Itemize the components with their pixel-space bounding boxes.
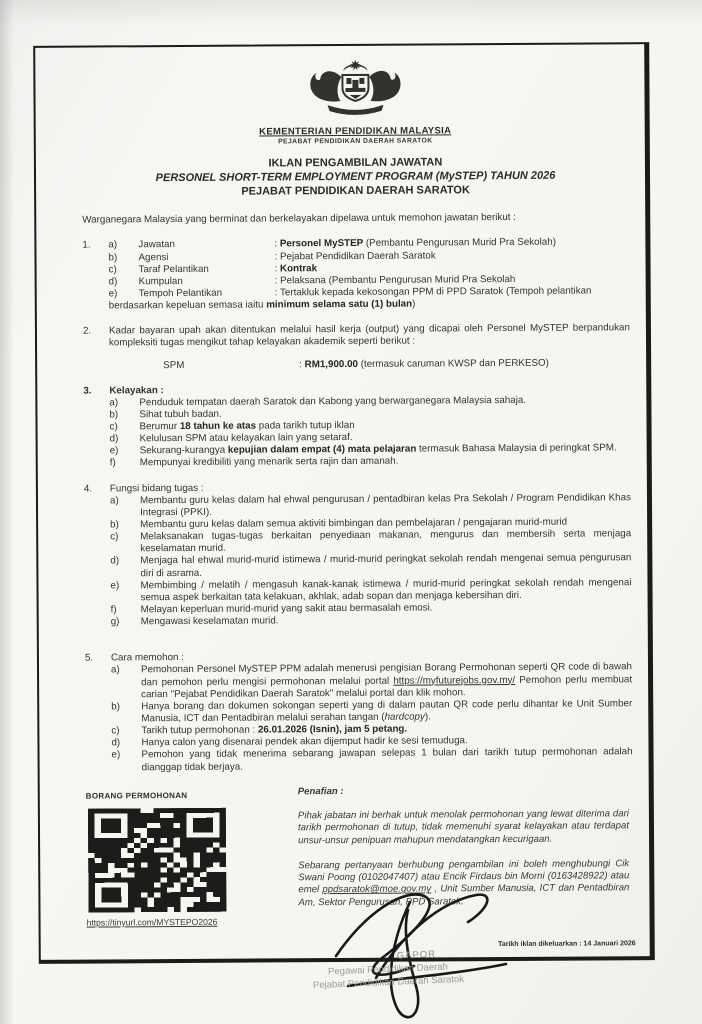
spm-salary-row <box>163 357 630 372</box>
kelayakan-heading: Kelayakan : <box>109 384 164 397</box>
list-item: b) Hanya borang dan dokumen sokongan seperti yang di dalam pautan QR code perlu dihantar ke Unit Sumber Manusia, ICT dan Pentadbiran melalui serahan tangan (hardcopy). <box>111 698 633 725</box>
section-cara-memohon <box>85 650 633 775</box>
item-number: 4. <box>83 483 93 495</box>
row-tempoh-continuation <box>83 297 630 312</box>
qr-link[interactable]: https://tinyurl.com/MYSTEPO2026 <box>86 916 218 928</box>
document-header <box>81 57 629 200</box>
spm-label: SPM <box>163 359 185 371</box>
list-item: a) Pemohonan Personel MySTEP PPM adalah menerusi pengisian Borang Permohonan seperti QR code di bawah dan pemohon perlu mengisi permohonan melalui portal https://myfuturejobs.gov.my/ Pemohon perlu membuat carian "Pejabat Pendidikan Daerah Saratok" melalui portal dan klik mohon. <box>110 661 633 700</box>
ministry-name: KEMENTERIAN PENDIDIKAN MALAYSIA <box>259 125 452 138</box>
form-label: BORANG PERMOHONAN <box>85 790 188 801</box>
item-letter: e) <box>108 288 118 300</box>
list-item: a) Penduduk tempatan daerah Saratok dan Kabong yang berwarganegara Malaysia sahaja. <box>109 394 527 409</box>
application-form-column <box>86 786 299 927</box>
section-kadar-bayaran <box>83 322 630 372</box>
closing-date: 26.01.2026 (Isnin), jam 5 petang. <box>257 723 408 736</box>
list-item: e) Pemohon yang tidak menerima sebarang jawapan selepas 1 bulan dari tarikh tutup permohonan adalah dianggap tidak berjaya. <box>111 746 633 773</box>
item-letter: d) <box>108 276 118 288</box>
list-item: f) Mempunyai kredibiliti yang menarik serta rajin dan amanah. <box>109 456 399 469</box>
field-label: Taraf Pelantikan <box>138 263 209 275</box>
intro-paragraph: Warganegara Malaysia yang berminat dan berkelayakan dipelawa untuk memohon jawatan berikut : <box>82 212 516 226</box>
department-name: PEJABAT PENDIDIKAN DAERAH SARATOK <box>278 137 433 146</box>
disclaimer-heading: Penafian : <box>297 785 344 798</box>
spm-salary-value: : RM1,900.00 (termasuk caruman KWSP dan PERKESO) <box>299 357 549 370</box>
field-value: : Tertakluk kepada kekosongan PPM di PPD Saratok (Tempoh pelantikan <box>274 285 592 299</box>
myfuturejobs-link[interactable]: https://myfuturejobs.gov.my/ <box>393 674 516 687</box>
field-value: : Kontrak <box>274 262 318 275</box>
item-letter: c) <box>108 264 117 276</box>
section-jawatan <box>82 237 629 313</box>
list-item: e) Sekurang-kurangya kepujian dalam empat (4) mata pelajaran termasuk Bahasa Malaysia di peringkat SPM. <box>109 442 617 457</box>
title-line-1: IKLAN PENGAMBILAN JAWATAN <box>268 156 443 170</box>
list-item: b) Sihat tubuh badan. <box>109 408 222 421</box>
section-fungsi-tugas <box>84 480 632 629</box>
field-label: Tempoh Pelantikan <box>138 287 223 300</box>
list-item: c) Tarikh tutup permohonan : 26.01.2026 (Isnin), jam 5 petang. <box>111 723 408 737</box>
qr-code[interactable] <box>88 807 227 912</box>
signatory-name: GAPOR <box>396 948 437 962</box>
item-number: 1. <box>82 239 91 251</box>
list-item: d) Kelulusan SPM atau kelayakan lain yang setaraf. <box>109 432 353 445</box>
item-number: 5. <box>84 652 94 664</box>
bottom-section <box>86 784 634 927</box>
field-value: : Pelaksana (Pembantu Pengurusan Murid Pra Sekolah <box>274 273 516 287</box>
cara-memohon-heading: Cara memohon : <box>110 652 184 664</box>
document-border-frame <box>33 42 655 964</box>
title-line-2: PERSONEL SHORT-TERM EMPLOYMENT PROGRAM (MySTEP) TAHUN 2026 <box>155 169 556 185</box>
field-label: Kumpulan <box>138 275 183 288</box>
email-link[interactable]: ppdsaratok@moe.gov.my <box>322 883 432 896</box>
kadar-bayaran-text: Kadar bayaran upah akan ditentukan melalui hasil kerja (output) yang dicapai oleh Personel MySTEP berpandukan kompleksiti tugas mengikut tahap kelayakan akademik seperti berikut : <box>108 322 630 349</box>
disclaimer-paragraph-1: Pihak jabatan ini berhak untuk menolak permohonan yang lewat diterima dari tarikh permohonan di tutup, tidak memenuhi syarat kelayakan atau terdapat unsur-unsur penipuan mahupun mendatangkan kecurigaan. <box>297 808 630 846</box>
list-item: c) Berumur 18 tahun ke atas pada tarikh tutup iklan <box>109 419 355 433</box>
continuation-text: berdasarkan kepeluan semasa iaitu minimum selama satu (1) bulan) <box>108 298 416 312</box>
list-item: b) Membantu guru kelas dalam semua aktiviti bimbingan dan pembelajaran / pengajaran murid-murid <box>110 516 568 531</box>
item-letter: b) <box>108 251 118 263</box>
field-value: : Personel MySTEP (Pembantu Pengurusan Murid Pra Sekolah) <box>274 237 556 250</box>
list-item: c) Melaksanakan tugas-tugas berkaitan penyediaan makanan, mengurus dan membersih serta menjaga keselamatan murid. <box>110 528 632 555</box>
section-kelayakan <box>83 382 631 470</box>
fungsi-heading: Fungsi bidang tugas : <box>109 482 204 495</box>
signatory-office: Pejabat Pendidikan Daerah Saratok <box>312 973 465 991</box>
item-letter: a) <box>108 239 118 251</box>
document-title <box>82 154 629 200</box>
field-label: Agensi <box>138 251 169 263</box>
list-item: d) Hanya calon yang disenarai pendek akan dijemput hadir ke sesi temuduga. <box>111 735 468 749</box>
list-item: a) Membantu guru kelas dalam hal ehwal pengurusan / pentadbiran kelas Pra Sekolah / Program Pendidikan Khas Integrasi (PPKI). <box>109 492 632 519</box>
malaysia-coat-of-arms-icon <box>303 59 407 124</box>
disclaimer-paragraph-2: Sebarang pertanyaan berhubung pengambilan ini boleh menghubungi Cik Swani Poong (0102047407) atau Encik Firdaus bin Morni (0163428922) atau emel ppdsaratok@moe.gov.my , Unit Sumber Manusia, ICT dan Pentadbiran Am, Sektor Pengurusan, PPD Saratok. <box>298 858 630 908</box>
disclaimer-column <box>298 784 634 926</box>
list-item: f) Melayan keperluan murid-murid yang sakit atau bermasalah emosi. <box>110 602 433 616</box>
item-number: 2. <box>82 325 92 337</box>
list-item: e) Membimbing / melatih / mengasuh kanak-kanak istimewa / murid-murid peringkat sekolah rendah mengenai semua aspek berkaitan tata kelakuan, akhlak, adab sopan dan menjaga kebersihan diri. <box>110 576 632 604</box>
field-value: : Pejabat Pendidikan Daerah Saratok <box>274 249 436 262</box>
field-label: Jawatan <box>138 239 175 251</box>
title-line-3: PEJABAT PENDIDIKAN DAERAH SARATOK <box>241 184 470 198</box>
issue-date: Tarikh iklan dikeluarkan : 14 Januari 2026 <box>498 940 636 949</box>
signatory-title: Pegawai Pendidikan Daerah <box>327 961 449 978</box>
list-item: g) Mengawasi keselamatan murid. <box>110 615 279 628</box>
kadar-bayaran-row <box>83 322 630 350</box>
list-item: d) Menjaga hal ehwal murid-murid istimewa / murid-murid peringkat sekolah rendah mengenai semua pengurusan diri di asrama. <box>110 552 632 579</box>
item-number: 3. <box>83 385 92 397</box>
